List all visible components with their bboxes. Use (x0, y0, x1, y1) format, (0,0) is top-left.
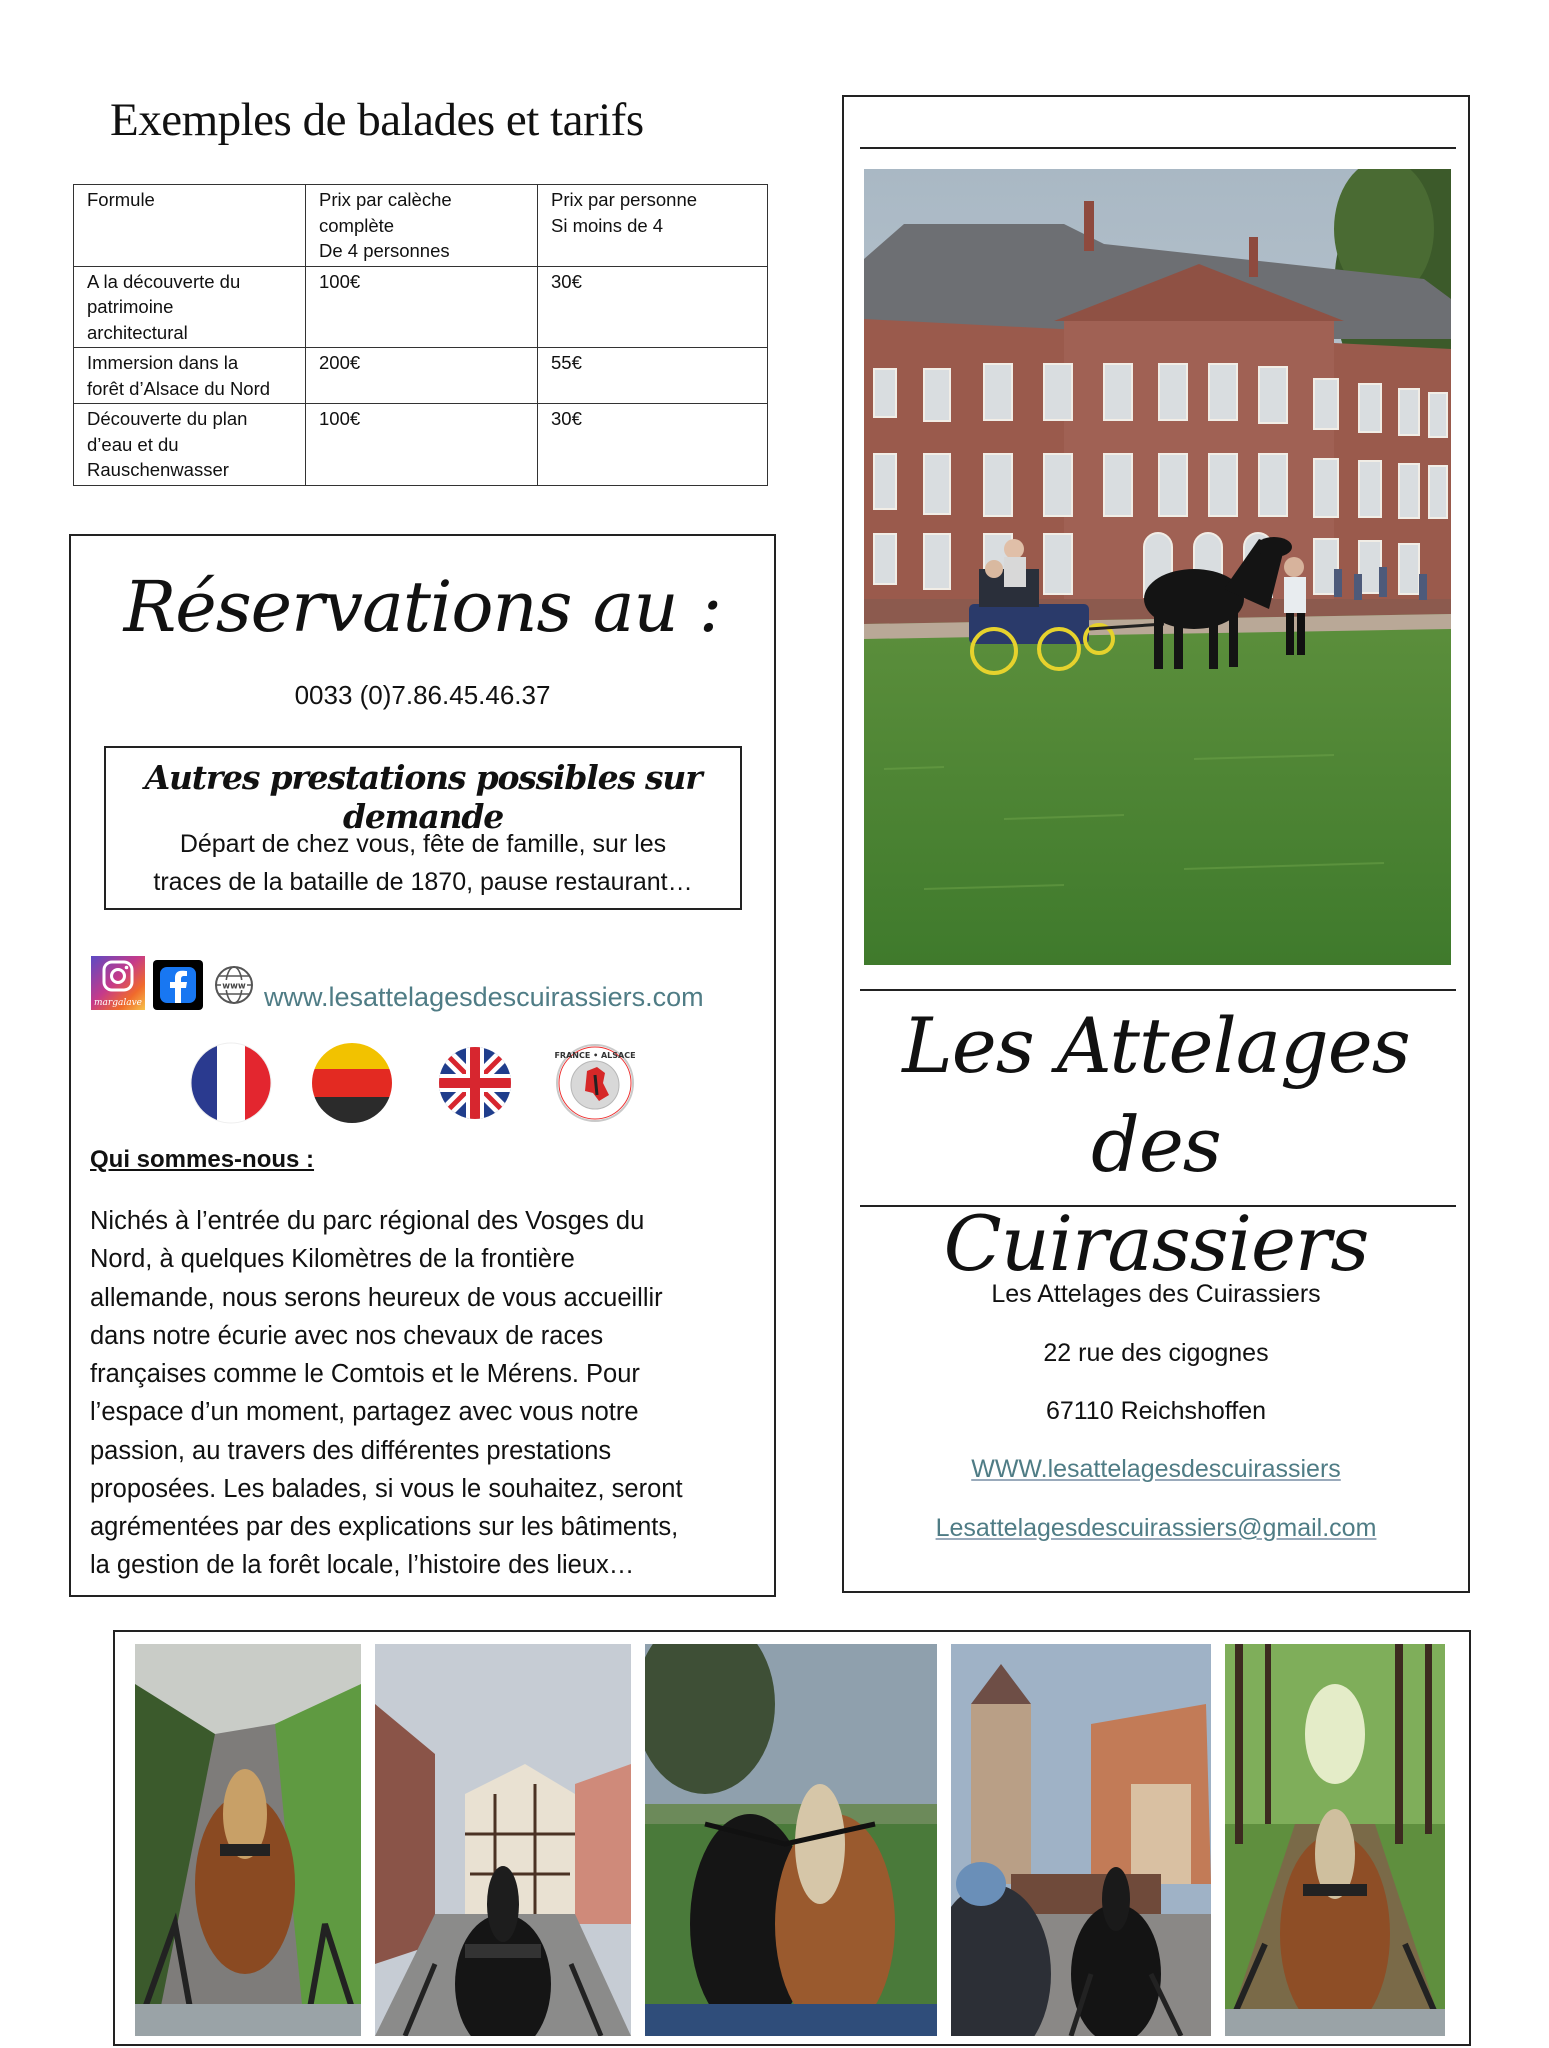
price-cell: 100€ (306, 404, 538, 486)
flag-germany-icon[interactable] (310, 1041, 394, 1125)
reservation-title: Réservations au : (123, 566, 722, 648)
table-row (74, 404, 768, 486)
address-name: Les Attelages des Cuirassiers (991, 1280, 1321, 1308)
strip-photo-country-lane (135, 1644, 361, 2036)
column-header: Formule (74, 185, 306, 267)
strip-photo-forest-path (1225, 1644, 1445, 2036)
price-cell: 30€ (538, 266, 768, 348)
divider (860, 989, 1456, 991)
divider (860, 1205, 1456, 1207)
instagram-caption: margalave (94, 998, 142, 1008)
globe-icon[interactable] (213, 964, 255, 1006)
formule-cell: Découverte du plan d’eau et du Rauschenwasser (74, 404, 306, 486)
website-link[interactable]: www.lesattelagesdescuirassiers.com (264, 982, 704, 1012)
column-header: Prix par personne Si moins de 4 (538, 185, 768, 267)
flag-france-icon[interactable] (189, 1041, 273, 1125)
address-street: 22 rue des cigognes (1043, 1339, 1269, 1367)
address-city: 67110 Reichshoffen (1045, 1397, 1267, 1425)
brand-title: Les Attelages des Cuirassiers (902, 1001, 1410, 1288)
formule-cell: A la découverte du patrimoine architectural (74, 266, 306, 348)
photo-strip (113, 1630, 1471, 2046)
formule-cell: Immersion dans la forêt d’Alsace du Nord (74, 348, 306, 404)
brand-panel (842, 95, 1470, 1593)
svg-text:www: www (222, 981, 246, 992)
brand-email-row (844, 1514, 1468, 1543)
brand-web-row (844, 1455, 1468, 1484)
other-services-box (104, 746, 742, 910)
alsace-badge-icon[interactable] (553, 1041, 637, 1125)
strip-photo-field-team (645, 1644, 937, 2036)
other-services-title: Autres prestations possibles sur demande (144, 758, 702, 836)
tarifs-title: Exemples de balades et tarifs (110, 94, 644, 146)
price-cell: 55€ (538, 348, 768, 404)
column-header: Prix par calèche complète De 4 personnes (306, 185, 538, 267)
about-title: Qui sommes-nous : (90, 1146, 315, 1173)
table-row (74, 266, 768, 348)
other-services-text: Départ de chez vous, fête de famille, sur les traces de la bataille de 1870, pause restaurant… (153, 830, 693, 896)
castle-carriage-photo (864, 169, 1451, 965)
table-header-row (74, 185, 768, 267)
strip-photo-village-street (375, 1644, 631, 2036)
email-link[interactable]: Lesattelagesdescuirassiers@gmail.com (935, 1514, 1377, 1542)
flag-uk-icon[interactable] (433, 1041, 517, 1125)
phone-number[interactable]: 0033 (0)7.86.45.46.37 (294, 680, 551, 710)
brand-web-link[interactable]: WWW.lesattelagesdescuirassiers (971, 1455, 1341, 1483)
reservation-box (69, 534, 776, 1597)
price-cell: 200€ (306, 348, 538, 404)
instagram-icon[interactable] (91, 956, 145, 1010)
table-row (74, 348, 768, 404)
price-table (73, 184, 768, 486)
price-cell: 30€ (538, 404, 768, 486)
price-cell: 100€ (306, 266, 538, 348)
alsace-badge-text: FRANCE • ALSACE (554, 1051, 636, 1060)
facebook-icon[interactable] (153, 960, 203, 1010)
strip-photo-tower-gate (951, 1644, 1211, 2036)
about-text: Nichés à l’entrée du parc régional des Vosges du Nord, à quelques Kilomètres de la frontière allemande, nous serons heureux de vous accueillir dans notre écurie avec nos chevaux de races françaises comme le Comtois et le Mérens. Pour l’espace d’un moment, partagez avec vous notre passion, au travers des différentes prestations proposées. Les balades, si vous le souhaitez, seront agrémentées par des explications sur les bâtiments, la gestion de la forêt locale, l’histoire des lieux… (90, 1207, 683, 1580)
divider (860, 147, 1456, 149)
